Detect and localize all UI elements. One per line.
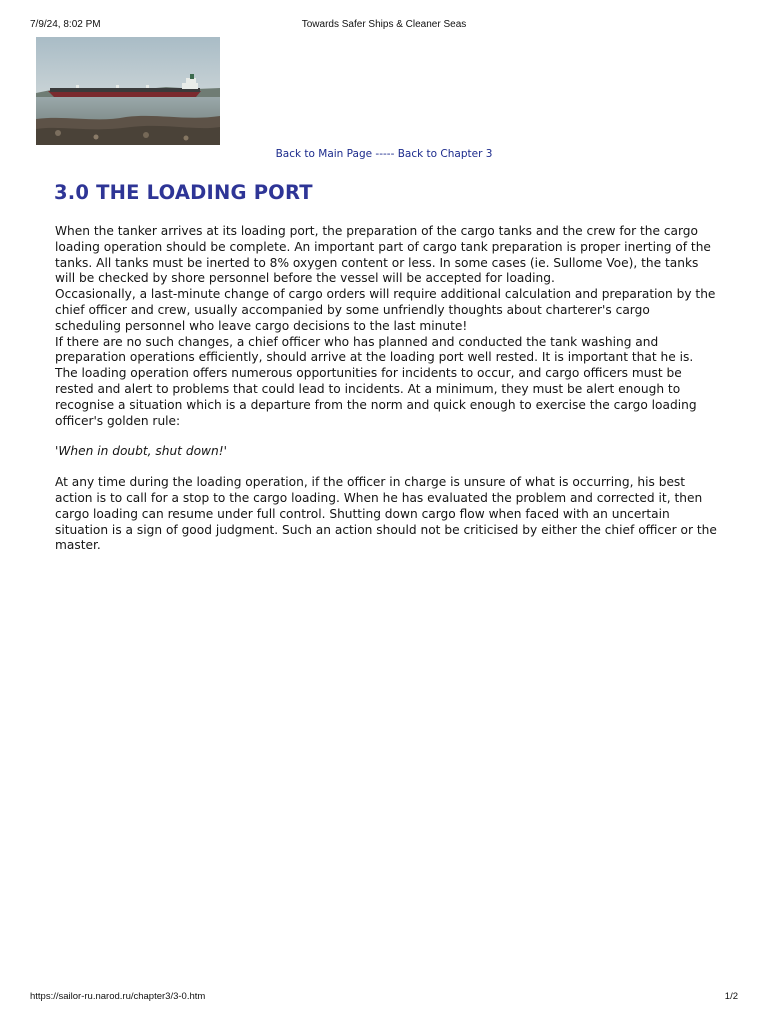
print-footer [30,991,738,1005]
article-body [55,224,717,554]
paragraph-golden-rule: If there are no such changes, a chief officer who has planned and conducted the tank washing and preparation operations efficiently, should arrive at the loading port well rested. It is important that he is. The loading operation offers numerous opportunities for incidents to occur, and cargo officers must be rested and alert to problems that could lead to incidents. At a minimum, they must be alert enough to recognise a situation which is a departure from the norm and quick enough to exercise the cargo loading officer's golden rule: [55,334,697,428]
print-date: 7/9/24, 8:02 PM [30,19,101,30]
page-heading: 3.0 THE LOADING PORT [54,181,313,204]
golden-rule-quote: 'When in doubt, shut down!' [55,444,227,459]
paragraph-cargo-orders: Occasionally, a last-minute change of cargo orders will require additional calculation and preparation by the chief officer and crew, usually accompanied by some unfriendly thoughts about charterer's cargo scheduling personnel who leave cargo decisions to the last minute! [55,287,716,333]
tanker-photo [36,37,220,145]
link-separator: ----- [372,148,398,160]
print-header [30,19,738,33]
back-to-chapter-link[interactable]: Back to Chapter 3 [397,148,493,160]
print-page-number: 1/2 [724,991,738,1002]
paragraph-shut-down: At any time during the loading operation, if the officer in charge is unsure of what is occurring, his best action is to call for a stop to the cargo loading. When he has evaluated the problem and corrected it, then cargo loading can resume under full control. Shutting down cargo flow when faced with an uncertain situation is a sign of good judgment. Such an action should not be criticised by either the chief officer or the master. [55,475,717,553]
navigation-links [0,148,768,160]
print-page-title: Towards Safer Ships & Cleaner Seas [301,19,467,30]
paragraph-inerting: When the tanker arrives at its loading port, the preparation of the cargo tanks and the crew for the cargo loading operation should be complete. An important part of cargo tank preparation is proper inerting of the tanks. All tanks must be inerted to 8% oxygen content or less. In some cases (ie. Sullome Voe), the tanks will be checked by shore personnel before the vessel will be accepted for loading. [55,224,711,286]
back-to-main-page-link[interactable]: Back to Main Page [275,148,373,160]
print-url: https://sailor-ru.narod.ru/chapter3/3-0.htm [30,991,206,1002]
